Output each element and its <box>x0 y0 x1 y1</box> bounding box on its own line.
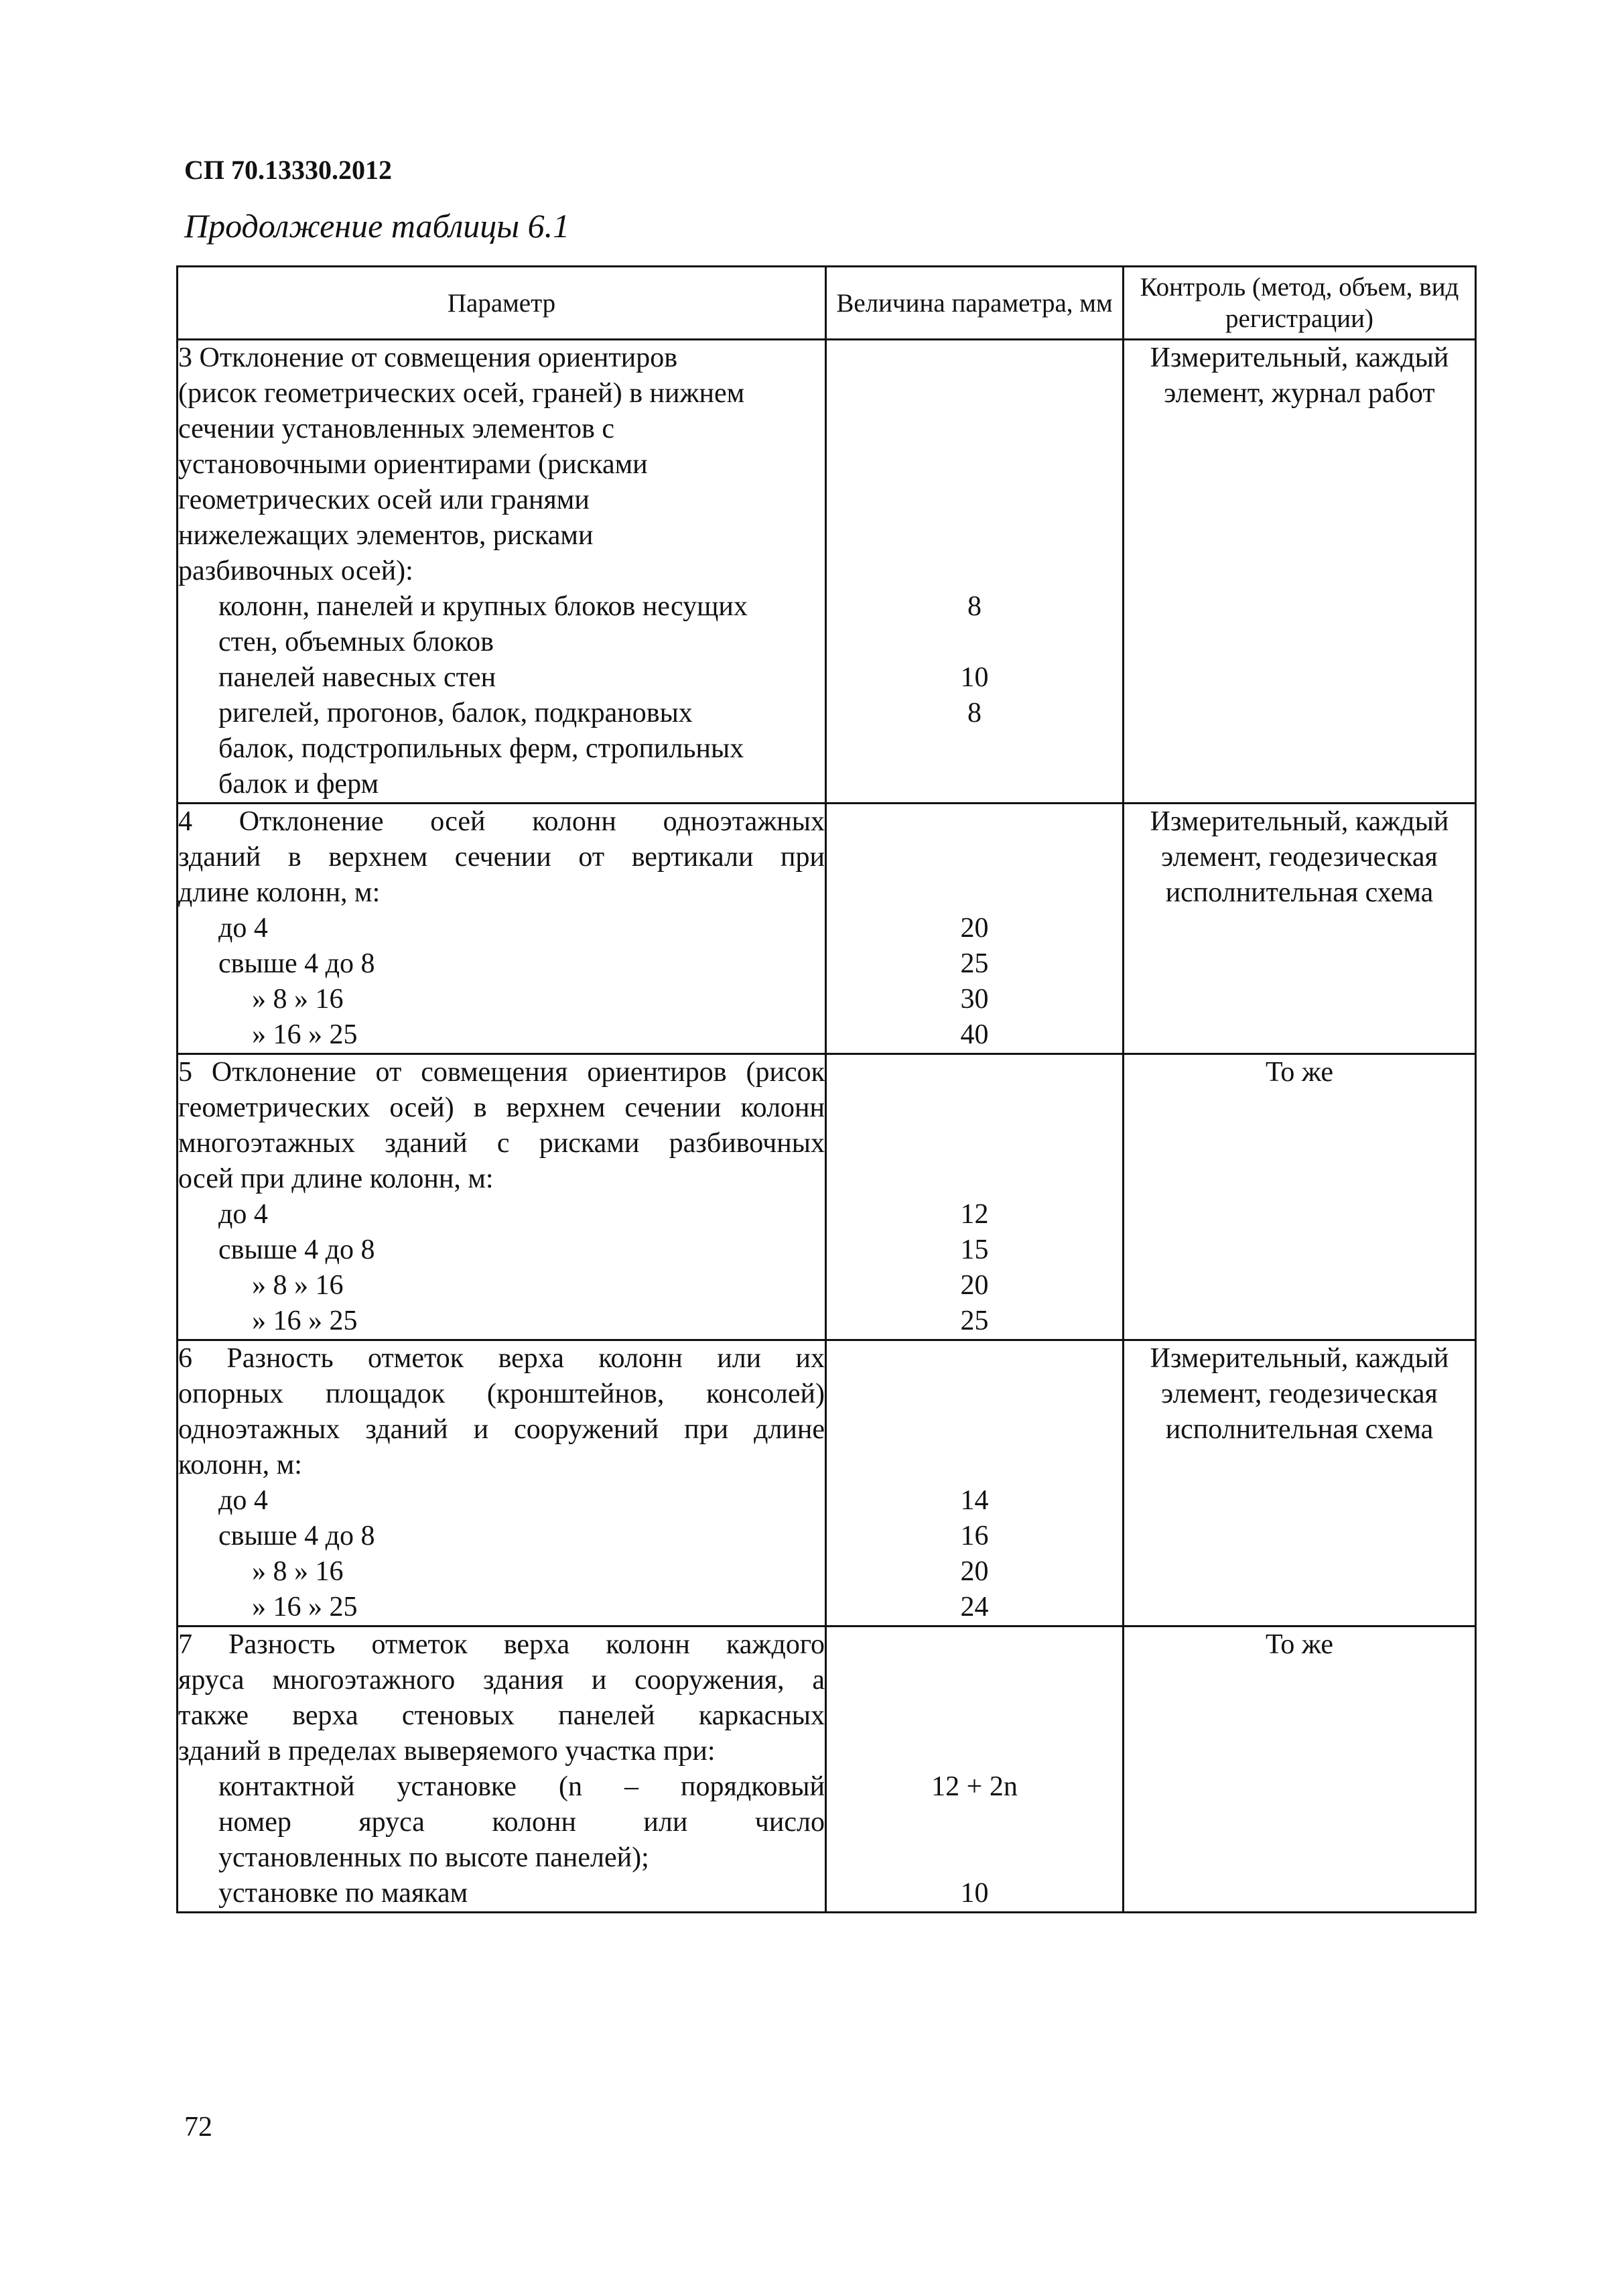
control-cell <box>1124 804 1476 1054</box>
value-spacer <box>827 625 1122 660</box>
parameter-text-line: 5 Отклонение от совмещения ориентиров (рисок <box>178 1057 825 1088</box>
table-body <box>178 340 1476 1913</box>
parameter-item-line: » 8 » 16 <box>252 1556 344 1587</box>
parameter-item-line: колонн, панелей и крупных блоков несущих <box>218 591 748 622</box>
parameter-text-line: зданий в верхнем сечении от вертикали при <box>178 842 825 873</box>
parameter-value: 30 <box>960 984 989 1015</box>
parameter-text-line: геометрических осей) в верхнем сечении колонн <box>178 1092 825 1123</box>
parameter-text-line: (рисок геометрических осей, граней) в нижнем <box>178 378 745 409</box>
control-cell <box>1124 1627 1476 1913</box>
parameter-text-line: осей при длине колонн, м: <box>178 1163 494 1194</box>
control-cell <box>1124 1340 1476 1627</box>
value-spacer <box>827 518 1122 554</box>
value-spacer <box>827 340 1122 376</box>
parameter-value: 40 <box>960 1019 989 1050</box>
parameter-value: 20 <box>960 1270 989 1301</box>
parameter-item-line: до 4 <box>218 1485 268 1516</box>
value-spacer <box>827 1161 1122 1197</box>
parameter-value: 25 <box>960 948 989 979</box>
parameter-item-line: » 8 » 16 <box>252 984 344 1015</box>
value-spacer <box>827 1341 1122 1377</box>
parameter-text-line: геометрических осей или гранями <box>178 485 590 515</box>
parameter-item-line: до 4 <box>218 1199 268 1230</box>
value-spacer <box>827 875 1122 911</box>
control-cell <box>1124 1054 1476 1340</box>
parameter-value: 10 <box>960 662 989 693</box>
parameter-value: 24 <box>960 1592 989 1622</box>
parameter-value: 12 + 2n <box>931 1771 1018 1802</box>
parameter-text-line: 3 Отклонение от совмещения ориентиров <box>178 342 678 373</box>
value-spacer <box>827 804 1122 840</box>
table-row <box>178 340 1476 804</box>
parameter-item-line: стен, объемных блоков <box>218 627 494 657</box>
value-spacer <box>827 1805 1122 1840</box>
parameter-text-line: яруса многоэтажного здания и сооружения, а <box>178 1665 825 1696</box>
value-spacer <box>827 1663 1122 1698</box>
parameter-value: 14 <box>960 1485 989 1516</box>
parameter-text-line: одноэтажных зданий и сооружений при длине <box>178 1414 825 1445</box>
parameter-text-line: нижележащих элементов, рисками <box>178 520 594 551</box>
parameter-cell <box>178 1054 826 1340</box>
value-cell <box>826 1340 1124 1627</box>
parameter-value: 16 <box>960 1521 989 1551</box>
value-spacer <box>827 1627 1122 1663</box>
value-spacer <box>827 1412 1122 1448</box>
value-cell <box>826 340 1124 804</box>
value-spacer <box>827 1377 1122 1412</box>
control-text-line: элемент, геодезическая <box>1161 1379 1438 1409</box>
parameter-text-line: колонн, м: <box>178 1450 302 1480</box>
value-spacer <box>827 731 1122 767</box>
parameter-item-line: свыше 4 до 8 <box>218 1234 375 1265</box>
table-row <box>178 1340 1476 1627</box>
parameter-item-line: до 4 <box>218 913 268 944</box>
control-text-line: элемент, геодезическая <box>1161 842 1438 873</box>
parameter-text-line: длине колонн, м: <box>178 877 381 908</box>
parameter-item-line: » 16 » 25 <box>252 1305 358 1336</box>
parameter-text-line: 4 Отклонение осей колонн одноэтажных <box>178 806 825 837</box>
parameter-value: 10 <box>960 1878 989 1909</box>
parameter-text-line: сечении установленных элементов с <box>178 413 614 444</box>
value-spacer <box>827 1840 1122 1876</box>
document-code: СП 70.13330.2012 <box>184 155 392 185</box>
value-cell <box>826 1054 1124 1340</box>
parameter-value: 12 <box>960 1199 989 1230</box>
table-caption: Продолжение таблицы 6.1 <box>184 207 570 245</box>
control-text-line: элемент, журнал работ <box>1164 378 1435 409</box>
parameter-cell <box>178 804 826 1054</box>
parameter-item-line: » 16 » 25 <box>252 1019 358 1050</box>
parameter-text-line: разбивочных осей): <box>178 556 413 586</box>
value-spacer <box>827 1126 1122 1161</box>
table-row <box>178 1627 1476 1913</box>
parameter-item-line: номер яруса колонн или число <box>218 1807 825 1838</box>
control-text-line: Измерительный, каждый <box>1150 342 1449 373</box>
page-number: 72 <box>184 2112 212 2143</box>
control-cell <box>1124 340 1476 804</box>
value-spacer <box>827 1448 1122 1483</box>
parameter-text-line: зданий в пределах выверяемого участка при: <box>178 1736 716 1767</box>
value-spacer <box>827 1090 1122 1126</box>
table-row <box>178 1054 1476 1340</box>
table-header-row <box>178 267 1476 340</box>
parameter-item-line: панелей навесных стен <box>218 662 496 693</box>
parameter-item-line: ригелей, прогонов, балок, подкрановых <box>218 698 693 728</box>
value-spacer <box>827 411 1122 447</box>
parameter-value: 15 <box>960 1234 989 1265</box>
parameter-value: 8 <box>967 698 982 728</box>
parameter-text-line: установочными ориентирами (рисками <box>178 449 648 480</box>
value-spacer <box>827 840 1122 875</box>
parameter-cell <box>178 340 826 804</box>
tolerance-table <box>176 265 1477 1913</box>
parameter-text-line: опорных площадок (кронштейнов, консолей) <box>178 1379 825 1409</box>
value-cell <box>826 1627 1124 1913</box>
value-spacer <box>827 376 1122 411</box>
parameter-item-line: контактной установке (n – порядковый <box>218 1771 825 1802</box>
value-spacer <box>827 767 1122 802</box>
parameter-cell <box>178 1340 826 1627</box>
parameter-value: 20 <box>960 913 989 944</box>
parameter-item-line: свыше 4 до 8 <box>218 948 375 979</box>
parameter-item-line: балок и ферм <box>218 769 379 800</box>
parameter-text-line: 6 Разность отметок верха колонн или их <box>178 1343 825 1374</box>
parameter-value: 8 <box>967 591 982 622</box>
value-cell <box>826 804 1124 1054</box>
parameter-text-line: многоэтажных зданий с рисками разбивочных <box>178 1128 825 1159</box>
parameter-item-line: » 8 » 16 <box>252 1270 344 1301</box>
value-spacer <box>827 554 1122 589</box>
parameter-value: 25 <box>960 1305 989 1336</box>
parameter-item-line: » 16 » 25 <box>252 1592 358 1622</box>
header-control: Контроль (метод, объем, вид регистрации) <box>1124 267 1476 340</box>
control-text-line: Измерительный, каждый <box>1150 806 1449 837</box>
header-parameter: Параметр <box>178 267 826 340</box>
parameter-text-line: 7 Разность отметок верха колонн каждого <box>178 1629 825 1660</box>
parameter-value: 20 <box>960 1556 989 1587</box>
value-spacer <box>827 1734 1122 1769</box>
parameter-item-line: балок, подстропильных ферм, стропильных <box>218 733 744 764</box>
value-spacer <box>827 1698 1122 1734</box>
value-spacer <box>827 447 1122 483</box>
value-spacer <box>827 1055 1122 1090</box>
table-row <box>178 804 1476 1054</box>
header-value: Величина параметра, мм <box>826 267 1124 340</box>
control-text-line: Измерительный, каждый <box>1150 1343 1449 1374</box>
control-text-line: То же <box>1265 1629 1334 1660</box>
control-text-line: исполнительная схема <box>1165 877 1434 908</box>
control-text-line: То же <box>1265 1057 1334 1088</box>
parameter-item-line: установленных по высоте панелей); <box>218 1842 649 1873</box>
value-spacer <box>827 483 1122 518</box>
parameter-text-line: также верха стеновых панелей каркасных <box>178 1700 825 1731</box>
control-text-line: исполнительная схема <box>1165 1414 1434 1445</box>
parameter-item-line: свыше 4 до 8 <box>218 1521 375 1551</box>
parameter-item-line: установке по маякам <box>218 1878 468 1909</box>
parameter-cell <box>178 1627 826 1913</box>
